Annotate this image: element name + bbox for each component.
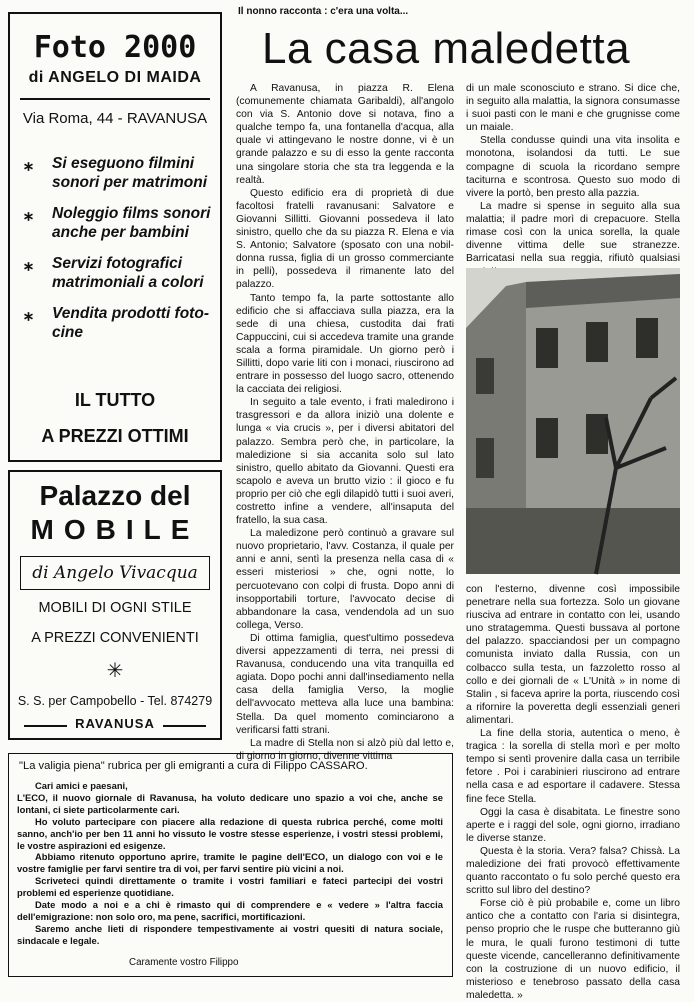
rubric-title: "La valigia piena" rubrica per gli emigranti a cura di Filippo CASSARO. [19,760,368,772]
asterisk-icon: ⁎ [24,254,33,274]
rubric-paragraph: Date modo a noi e a chi è rimasto qui di comprendere e « vedere » l'altra faccia dell'emigrazione: non solo oro, ma pene, sacrifici, mortificazioni. [17,899,443,922]
article-paragraph: Stella condusse quindi una vita insolita e monotona, isolandosi da tutti. Le sue compagne di scuola la ricordano sempre taciturna e scontrosa. Questo suo modo di vivere la portò, ben presto alla pazzia. [466,135,680,199]
article-paragraph: di un male sconosciuto e strano. Si dice che, in seguito alla malattia, la signora consumasse i suoi pasti con le mani e che grugnisse come un maiale. [466,83,680,134]
rubric-paragraph: L'ECO, il nuovo giornale di Ravanusa, ha voluto dedicare uno spazio a voi che, anche se lontani, ci siete particolarmente cari. [17,791,443,815]
section-kicker: Il nonno racconta : c'era una volta... [238,6,409,17]
ad-foto-divider [20,98,210,100]
ad-mobile-line2: MOBILE [30,514,200,545]
article-column-1 [236,82,454,763]
article-paragraph: con l'esterno, divenne così impossibile penetrare nella sua fortezza. Solo un giovane riusciva ad entrare in contatto con lei, usando uno stratagemma. Questi bussava al portone del palazzo. spacciandosi per un compagno comunista inviato dalla Russia, con un colbacco sulla testa, un fazzoletto rosso al collo e dei giornali de « L'Unità » in nome di Stalin , si faceva aprire la porta, riuscendo così a rifornire la poveretta degli essenziali generi alimentari. [466,584,680,726]
ad-foto-address: Via Roma, 44 - RAVANUSA [22,110,208,127]
building-photo-drawing [466,268,680,574]
article-paragraph: La madre di Stella non si alzò più dal letto e, di giorno in giorno, divenne vittima [236,737,454,762]
ad-mobile-tag2: A PREZZI CONVENIENTI [31,630,199,646]
ad-foto-item: Noleggio films sonori anche per bambini [52,205,211,241]
article-title: La casa maledetta [262,24,631,73]
asterisk-icon: ⁎ [24,304,33,324]
rubric-paragraph: Abbiamo ritenuto opportuno aprire, tramite le pagine dell'ECO, un dialogo con voi e le vostre famiglie per farvi sentire tra di voi, per farvi sentire più vicini a noi. [17,851,443,875]
article-paragraph: Oggi la casa è disabitata. Le finestre sono aperte e i raggi del sole, ogni giorno, irradiano le diverse stanze. [466,806,680,844]
asterisk-icon: ✳ [106,660,124,682]
article-column-2-top [466,82,680,278]
ad-mobile-address: S. S. per Campobello - Tel. 874279 [17,694,213,708]
ad-palazzo-mobile [8,470,222,740]
ad-foto-slogan: IL TUTTO [74,390,156,410]
ad-foto-2000 [8,12,222,462]
rubric-box [8,753,453,977]
article-paragraph: Tanto tempo fa, la parte sottostante allo edificio che si affacciava sulla piazza, era la sede di una chiesa, custodita dai frati Cappuccini, cui si accedeva tramite una grande scala a forma piramidale. Un giorno però i Sillitti, dopo varie liti con i monaci, riuscirono ad entrare in possesso del luogo sacro, ottenendo la cacciata dei religiosi. [236,292,454,396]
rubric-signoff: Caramente vostro Filippo [129,957,239,968]
rubric-paragraph: Saremo anche lieti di rispondere tempestivamente ai vostri quesiti di natura sociale, sindacale e legale. [17,922,443,946]
ad-mobile-line1: Palazzo del [39,480,191,511]
article-paragraph: Questa è la storia. Vera? falsa? Chissà. La maledizione dei frati provocò effettivamente quanto raccontato o fu solo perché questo era scritto sul libro del destino? [466,845,680,897]
article-paragraph: La fine della storia, autentica o meno, è tragica : la sorella di stella morì e per molto tempo si sentì provenire dalla casa un terribile fetore . Poi i carabinieri riuscirono ad entrare nella casa e ad esportare il cadavere. Stessa fine fece Stella. [466,728,680,805]
rubric-body [17,780,443,947]
article-paragraph: Di ottima famiglia, quest'ultimo possedeva diversi appezzamenti di terra, nei pressi di Ravanusa, conducendo una vita tranquilla ed agiata. Dopo pochi anni dall'insediamento nella casa della famiglia Verso, la moglie dell'avvocato metteva alla luce una bambina: Stella. Da quel momento cominciarono a verificarsi fatti strani. [236,632,454,736]
ad-foto-list [24,154,214,354]
article-paragraph: A Ravanusa, in piazza R. Elena (comunemente chiamata Garibaldi), all'angolo con via S. Antonio dove si notava, fino a qualche tempo fa, una fontanella d'acqua, alla quale vi attingevano le nostre donne, vi è un grande palazzo e su di esso la gente racconta una singolare storia che sta tra leggenda e la realtà. [236,83,454,186]
ad-foto-slogan-2: A PREZZI OTTIMI [41,426,189,446]
article-paragraph: Forse ciò è più probabile e, come un libro antico che a contatto con l'aria si disintegra, penso proprio che le ruspe che butteranno giù le mura, le quali furono testimoni di tutte queste vicende, cancelleranno definitivamente con la costruzione di un nuovo edificio, il misterioso e tenebroso passato della casa maledetta. » [466,898,680,1001]
asterisk-icon: ⁎ [24,204,33,224]
article-paragraph: La maledizone però continuò a gravare sul nuovo proprietario, l'avv. Costanza, il quale per anni e anni, sentì la presenza nella casa di « esseri misteriosi » che, ogni notte, lo percuotevano con colpi di frusta. Dopo anni di insopportabili torture, l'avvocato decise di abbandonare la casa, vendendola ad un suo collega, Verso. [236,528,454,631]
rubric-paragraph: Scriveteci quindi direttamente o tramite i vostri familiari e fateci partecipi dei vostri problemi ed esperienze quotidiane. [17,875,443,899]
rubric-paragraph: Cari amici e paesani, [35,780,128,791]
article-paragraph: La madre si spense in seguito alla sua malattia; il padre morì di crepacuore. Stella rimase così con la unica sorella, la quale divenne vittima delle sue stranezze. Barricatasi nella sua reggia, rifiutò qualsiasi [466,200,680,265]
ad-mobile-owner: di Angelo Vivacqua [20,556,210,590]
article-column-2-bottom [466,583,680,1002]
ad-foto-owner: di ANGELO DI MAIDA [28,69,202,86]
ad-foto-item: Servizi fotografici matrimoniali a colori [52,255,204,291]
ad-mobile-tag1: MOBILI DI OGNI STILE [38,600,192,616]
asterisk-icon: ⁎ [24,154,33,174]
ad-mobile-town: RAVANUSA [67,716,163,731]
ad-foto-item: Vendita prodotti foto-cine [52,305,209,341]
building-photo [466,268,680,574]
article-paragraph: Questo edificio era di proprietà di due facoltosi fratelli ravanusani: Salvatore e Giovanni Sillitti. Giovanni possedeva il lato sinistro, quello che da su piazza R. Elena e via S. Antonio; Salvatore (sposato con una nobil-donna russa, figlia di un grosso commerciante in pelli), possedeva il rimanente lato del palazzo. [236,187,454,291]
ad-foto-item: Si eseguono filmini sonori per matrimoni [52,155,208,191]
article-paragraph: In seguito a tale evento, i frati maledirono i trasgressori e da allora iniziò una dolente e lunga « via crucis », per i diversi abitatori del palazzo. Sembra però che, in particolare, la maledizione si sia accanita solo sul lato sinistro, quello abitato da Giovanni. Questi era scapolo e aveva un brutto vizio : il gioco e fu proprio per ciò che egli dilapidò tutti i suoi averi, costretto infine a vendere, all'insaputa del fratello, la sua casa. [236,397,454,527]
rubric-paragraph: Ho voluto partecipare con piacere alla redazione di questa rubrica perché, come molti sanno, anch'io per ben 11 anni ho vissuto le vostre stesse esperienze, i vostri stessi problemi, le vostre aspirazioni ed esigenze. [17,815,443,851]
ad-foto-name: Foto 2000 [33,30,197,65]
